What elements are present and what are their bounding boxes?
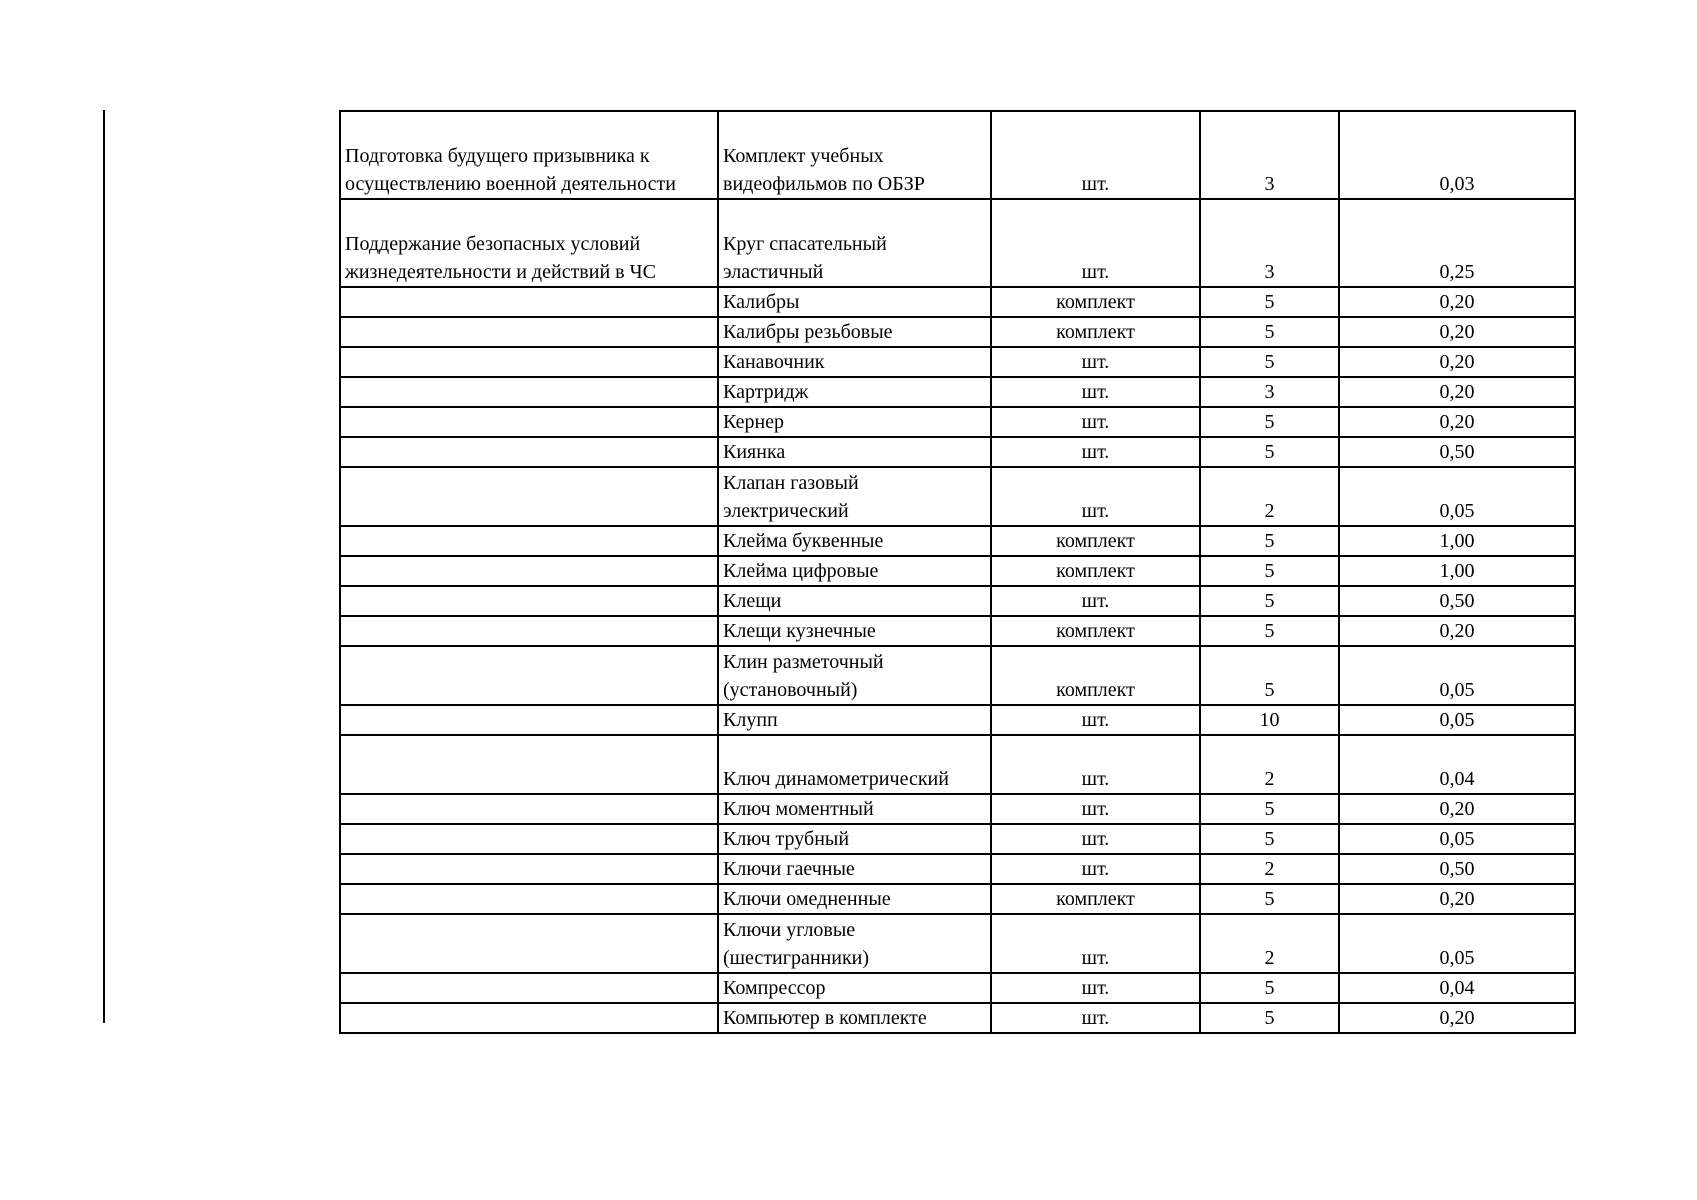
coefficient-cell: 0,20	[1339, 794, 1575, 824]
coefficient-cell: 1,00	[1339, 526, 1575, 556]
table-row	[340, 556, 1575, 586]
quantity-cell: 5	[1200, 317, 1339, 347]
coefficient-cell: 1,00	[1339, 556, 1575, 586]
coefficient-cell: 0,05	[1339, 705, 1575, 735]
item-name-cell: Компрессор	[718, 973, 991, 1003]
unit-cell: шт.	[991, 407, 1200, 437]
item-name-cell: Клейма буквенные	[718, 526, 991, 556]
section-cell	[340, 884, 718, 914]
coefficient-cell: 0,20	[1339, 884, 1575, 914]
section-cell	[340, 1003, 718, 1033]
item-name-cell: Ключ моментный	[718, 794, 991, 824]
section-cell	[340, 973, 718, 1003]
quantity-cell: 10	[1200, 705, 1339, 735]
item-name-cell: Ключ динамометрический	[718, 735, 991, 794]
quantity-cell: 5	[1200, 616, 1339, 646]
item-name-cell: Ключи угловые (шестигранники)	[718, 914, 991, 973]
table-row	[340, 347, 1575, 377]
section-cell	[340, 407, 718, 437]
quantity-cell: 5	[1200, 646, 1339, 705]
unit-cell: шт.	[991, 705, 1200, 735]
unit-cell: шт.	[991, 854, 1200, 884]
section-cell	[340, 526, 718, 556]
section-cell	[340, 794, 718, 824]
unit-cell: шт.	[991, 347, 1200, 377]
section-cell	[340, 646, 718, 705]
unit-cell: шт.	[991, 377, 1200, 407]
coefficient-cell: 0,20	[1339, 287, 1575, 317]
table-row	[340, 437, 1575, 467]
quantity-cell: 5	[1200, 347, 1339, 377]
unit-cell: комплект	[991, 317, 1200, 347]
coefficient-cell: 0,04	[1339, 735, 1575, 794]
unit-cell: шт.	[991, 1003, 1200, 1033]
table-row	[340, 824, 1575, 854]
section-cell	[340, 317, 718, 347]
coefficient-cell: 0,20	[1339, 377, 1575, 407]
quantity-cell: 5	[1200, 407, 1339, 437]
item-name-cell: Ключи гаечные	[718, 854, 991, 884]
item-name-cell: Клейма цифровые	[718, 556, 991, 586]
unit-cell: комплект	[991, 616, 1200, 646]
section-cell	[340, 287, 718, 317]
table-row	[340, 317, 1575, 347]
quantity-cell: 5	[1200, 556, 1339, 586]
quantity-cell: 3	[1200, 199, 1339, 287]
unit-cell: шт.	[991, 111, 1200, 199]
coefficient-cell: 0,50	[1339, 854, 1575, 884]
section-cell: Поддержание безопасных условий жизнедеятельности и действий в ЧС	[340, 199, 718, 287]
unit-cell: комплект	[991, 287, 1200, 317]
table-row	[340, 646, 1575, 705]
coefficient-cell: 0,05	[1339, 467, 1575, 526]
table-row	[340, 467, 1575, 526]
quantity-cell: 5	[1200, 794, 1339, 824]
coefficient-cell: 0,20	[1339, 347, 1575, 377]
table-row	[340, 854, 1575, 884]
table-row	[340, 377, 1575, 407]
quantity-cell: 2	[1200, 854, 1339, 884]
section-cell	[340, 586, 718, 616]
quantity-cell: 2	[1200, 735, 1339, 794]
table-row	[340, 287, 1575, 317]
item-name-cell: Киянка	[718, 437, 991, 467]
table-row	[340, 973, 1575, 1003]
item-name-cell: Клин разметочный (установочный)	[718, 646, 991, 705]
item-name-cell: Комплект учебных видеофильмов по ОБЗР	[718, 111, 991, 199]
coefficient-cell: 0,03	[1339, 111, 1575, 199]
unit-cell: комплект	[991, 646, 1200, 705]
unit-cell: шт.	[991, 437, 1200, 467]
coefficient-cell: 0,50	[1339, 437, 1575, 467]
item-name-cell: Канавочник	[718, 347, 991, 377]
item-name-cell: Компьютер в комплекте	[718, 1003, 991, 1033]
unit-cell: комплект	[991, 556, 1200, 586]
section-cell	[340, 735, 718, 794]
coefficient-cell: 0,25	[1339, 199, 1575, 287]
unit-cell: комплект	[991, 526, 1200, 556]
table-row	[340, 111, 1575, 199]
table-row	[340, 735, 1575, 794]
quantity-cell: 5	[1200, 526, 1339, 556]
quantity-cell: 3	[1200, 377, 1339, 407]
table-row	[340, 526, 1575, 556]
quantity-cell: 5	[1200, 437, 1339, 467]
unit-cell: комплект	[991, 884, 1200, 914]
unit-cell: шт.	[991, 735, 1200, 794]
equipment-table	[339, 110, 1576, 1034]
coefficient-cell: 0,50	[1339, 586, 1575, 616]
coefficient-cell: 0,20	[1339, 1003, 1575, 1033]
table-row	[340, 586, 1575, 616]
item-name-cell: Картридж	[718, 377, 991, 407]
coefficient-cell: 0,20	[1339, 407, 1575, 437]
section-cell	[340, 854, 718, 884]
quantity-cell: 2	[1200, 467, 1339, 526]
item-name-cell: Ключ трубный	[718, 824, 991, 854]
coefficient-cell: 0,05	[1339, 646, 1575, 705]
table-row	[340, 794, 1575, 824]
margin-rule	[103, 110, 105, 1023]
table-row	[340, 1003, 1575, 1033]
item-name-cell: Ключи омедненные	[718, 884, 991, 914]
item-name-cell: Калибры	[718, 287, 991, 317]
item-name-cell: Клапан газовый электрический	[718, 467, 991, 526]
unit-cell: шт.	[991, 794, 1200, 824]
item-name-cell: Круг спасательный эластичный	[718, 199, 991, 287]
table-row	[340, 407, 1575, 437]
unit-cell: шт.	[991, 586, 1200, 616]
quantity-cell: 5	[1200, 973, 1339, 1003]
section-cell: Подготовка будущего призывника к осуществлению военной деятельности	[340, 111, 718, 199]
table-row	[340, 199, 1575, 287]
section-cell	[340, 377, 718, 407]
coefficient-cell: 0,20	[1339, 317, 1575, 347]
coefficient-cell: 0,04	[1339, 973, 1575, 1003]
item-name-cell: Клещи кузнечные	[718, 616, 991, 646]
coefficient-cell: 0,05	[1339, 824, 1575, 854]
unit-cell: шт.	[991, 467, 1200, 526]
section-cell	[340, 437, 718, 467]
item-name-cell: Клещи	[718, 586, 991, 616]
quantity-cell: 3	[1200, 111, 1339, 199]
quantity-cell: 5	[1200, 824, 1339, 854]
section-cell	[340, 556, 718, 586]
unit-cell: шт.	[991, 973, 1200, 1003]
unit-cell: шт.	[991, 824, 1200, 854]
section-cell	[340, 705, 718, 735]
quantity-cell: 5	[1200, 1003, 1339, 1033]
quantity-cell: 5	[1200, 586, 1339, 616]
quantity-cell: 5	[1200, 884, 1339, 914]
section-cell	[340, 914, 718, 973]
section-cell	[340, 616, 718, 646]
unit-cell: шт.	[991, 199, 1200, 287]
item-name-cell: Клупп	[718, 705, 991, 735]
quantity-cell: 2	[1200, 914, 1339, 973]
unit-cell: шт.	[991, 914, 1200, 973]
section-cell	[340, 347, 718, 377]
table-row	[340, 705, 1575, 735]
coefficient-cell: 0,05	[1339, 914, 1575, 973]
table-row	[340, 884, 1575, 914]
section-cell	[340, 824, 718, 854]
item-name-cell: Калибры резьбовые	[718, 317, 991, 347]
table-row	[340, 616, 1575, 646]
item-name-cell: Кернер	[718, 407, 991, 437]
table-row	[340, 914, 1575, 973]
section-cell	[340, 467, 718, 526]
coefficient-cell: 0,20	[1339, 616, 1575, 646]
quantity-cell: 5	[1200, 287, 1339, 317]
